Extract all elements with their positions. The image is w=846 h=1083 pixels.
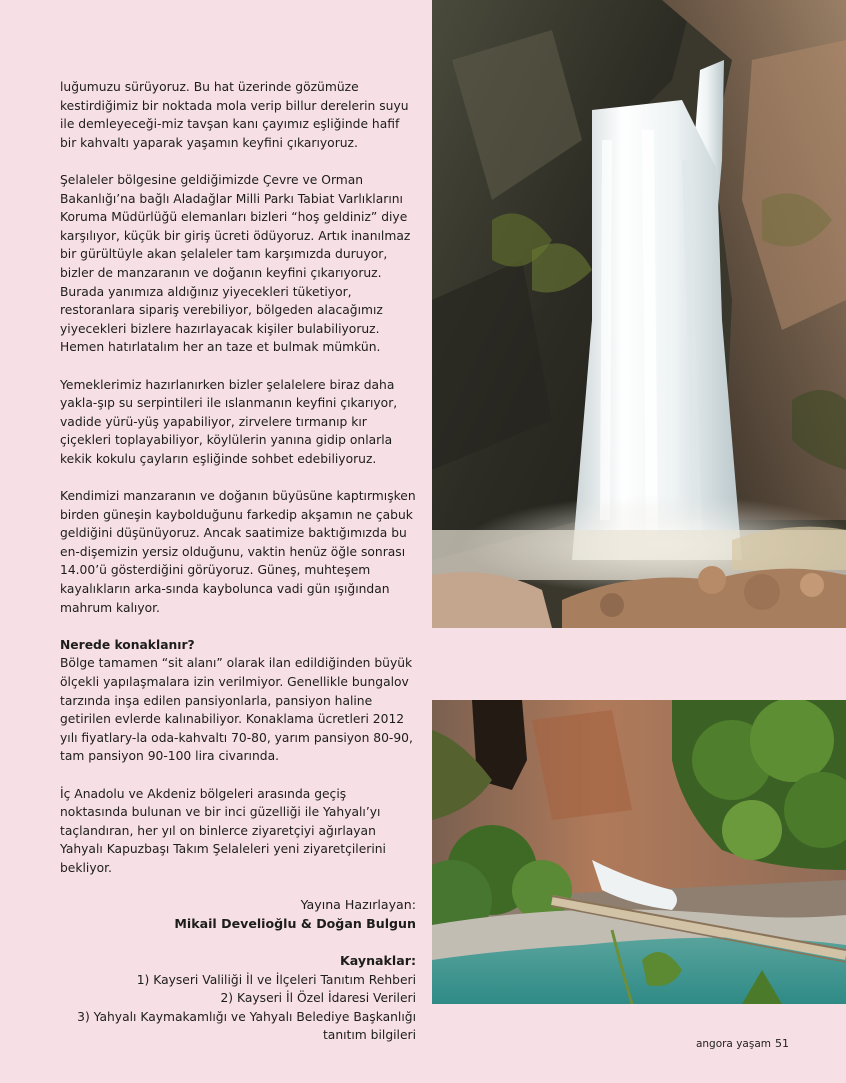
article-paragraph-3: Yemeklerimiz hazırlanırken bizler şelalelere biraz daha yakla-şıp su serpintileri ile ıslanmanın keyfini çıkarıyor, vadide yürü-yüş yapabiliyor, zirvelere tırmanıp kır çiçekleri toplayabiliyor, köylülerin yanına gidip onlarla kekik kokulu çayların eşliğinde sohbet edebiliyoruz. [60, 377, 398, 466]
waterfall-illustration [432, 0, 846, 628]
article-paragraph-1: luğumuzu sürüyoruz. Bu hat üzerinde gözümüze kestirdiğimiz bir noktada mola verip billur derelerin suyu ile demleyeceği-miz tavşan kanı çayımız eşliğinde hafif bir kahvaltı yaparak yaşamın keyfini çıkarıyoruz. [60, 80, 409, 150]
waterfall-photo [432, 0, 846, 628]
credits-label: Yayına Hazırlayan: [300, 897, 416, 913]
magazine-name: angora yaşam [695, 1038, 771, 1050]
source-item: 2) Kayseri İl Özel İdaresi Verileri [220, 991, 416, 1006]
sources-heading: Kaynaklar: [340, 952, 416, 968]
article-paragraph-5: Bölge tamamen “sit alanı” olarak ilan edildiğinden büyük ölçekli yapılaşmalara izin verilmiyor. Genellikle bungalov tarzında inşa edilen pansiyonlarla, pansiyon haline getirilen evlerde kalınabiliyor. Konaklama ücretleri 2012 yılı fiyatlary-la oda-kahvaltı 70-80, yarım pansiyon 80-90, tam pansiyon 90-100 lira civarında. [60, 656, 413, 764]
page-footer [696, 1037, 789, 1050]
article-paragraph-4: Kendimizi manzaranın ve doğanın büyüsüne kaptırmışken birden güneşin kaybolduğunu farkedip akşamın ne çabuk geldiğini düşünüyoruz. Ancak saatimize baktığımızda bu en-dişemizin yersiz olduğunu, vaktin henüz öğle sonrası 14.00’ü gösterdiğini görüyoruz. Güneş, muhteşem kayalıkların arka-sında kaybolunca vadi gün ışığından mahrum kalıyor. [60, 489, 416, 615]
article-paragraph-2: Şelaleler bölgesine geldiğimizde Çevre ve Orman Bakanlığı’na bağlı Aladağlar Milli Parkı Tabiat Varlıklarını Koruma Müdürlüğü elemanları bizleri “hoş geldiniz” diye karşılıyor, küçük bir giriş ücreti ödüyoruz. Artık inanılmaz bir gürültüyle akan şelaleler tam karşımızda duruyor, bizler de manzaranın ve doğanın keyfini çıkarıyoruz. Burada yanımıza aldığınız yiyecekleri tüketiyor, restoranlara sipariş verebiliyor, bölgeden alacağımız yiyecekleri bizlere hazırlayacak kişiler bulabiliyoruz. Hemen hatırlatalım her an taze et bulmak mümkün. [60, 172, 411, 355]
article-text-column [60, 78, 416, 1045]
article-paragraph-6: İç Anadolu ve Akdeniz bölgeleri arasında geçiş noktasında bulunan ve bir inci güzelliği ile Yahyalı’yı taçlandıran, her yıl on binlerce ziyaretçiyi ağırlayan Yahyalı Kapuzbaşı Takım Şelaleleri yeni ziyaretçilerini bekliyor. [60, 786, 386, 875]
credits-block [60, 896, 416, 933]
page-number: 51 [775, 1037, 789, 1050]
section-heading: Nerede konaklanır? [60, 637, 195, 652]
bridge-illustration [432, 700, 846, 1004]
suspension-bridge-photo [432, 700, 846, 1004]
source-item: 3) Yahyalı Kaymakamlığı ve Yahyalı Belediye Başkanlığı tanıtım bilgileri [77, 1009, 416, 1043]
sources-block [60, 952, 416, 1045]
credits-names: Mikail Develioğlu & Doğan Bulgun [174, 915, 416, 931]
source-item: 1) Kayseri Valiliği İl ve İlçeleri Tanıtım Rehberi [136, 972, 416, 987]
